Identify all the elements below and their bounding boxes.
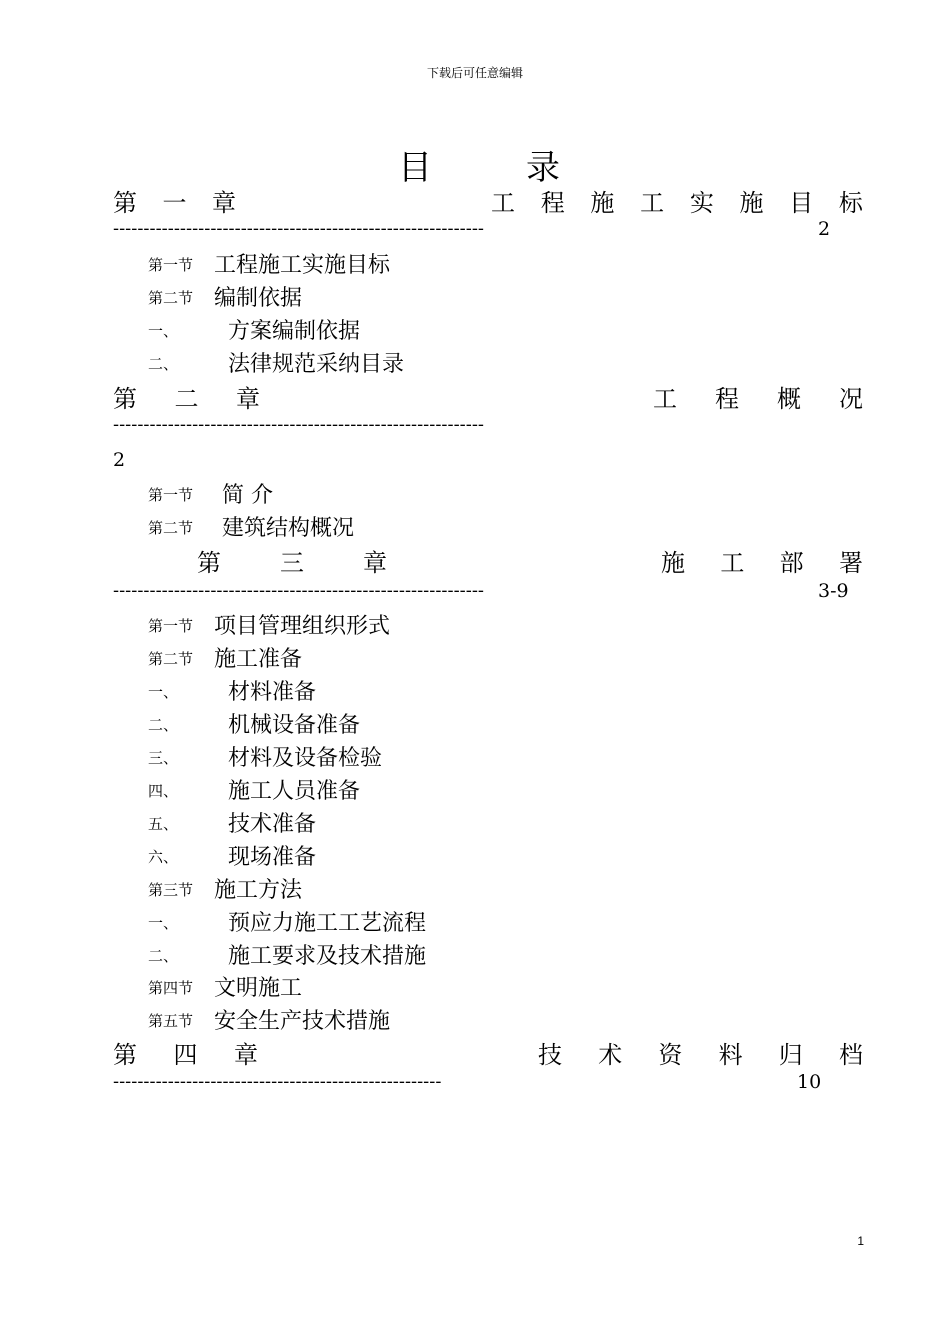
chapter-4-heading[interactable] [113,1035,863,1069]
chapter-3-title [661,543,863,578]
subsection-title[interactable]: 机械设备准备 [228,713,361,738]
chapter-4-page[interactable]: 10 [797,1071,822,1093]
section-title[interactable]: 文明施工 [214,976,303,1001]
section-title[interactable]: 编制依据 [214,286,303,311]
section-label: 第一节 [148,486,194,504]
chapter-title-char: 术 [598,1041,623,1069]
chapter-title-char: 概 [777,385,801,413]
chapter-4-title [538,1035,863,1070]
subsection-title[interactable]: 材料准备 [228,680,317,705]
subsection-label: 六、 [148,848,179,866]
chapter-label-char: 章 [234,1041,258,1069]
section-label: 第二节 [148,519,194,537]
subsection-label: 二、 [148,947,179,965]
chapter-2-heading[interactable] [113,379,863,413]
section-title[interactable]: 施工方法 [214,878,303,903]
section-title[interactable]: 建筑结构概况 [222,516,355,541]
page-header: 下载后可任意编辑 [426,66,523,80]
subsection-title[interactable]: 方案编制依据 [228,319,361,344]
chapter-title-char: 资 [658,1041,683,1069]
chapter-3-page[interactable]: 3-9 [818,580,849,602]
chapter-4-label [113,1035,258,1070]
subsection-label: 一、 [148,322,179,340]
section-label: 第三节 [148,881,194,899]
subsection-label: 二、 [148,355,179,373]
chapter-title-char: 实 [689,189,714,217]
chapter-3-label [197,543,387,578]
subsection-title[interactable]: 现场准备 [228,845,317,870]
subsection-title[interactable]: 施工要求及技术措施 [228,944,427,969]
chapter-1-title [491,183,863,218]
subsection-title[interactable]: 预应力施工工艺流程 [228,911,427,936]
chapter-3-heading[interactable] [113,543,863,577]
section-label: 第四节 [148,979,194,997]
chapter-2-title [653,379,863,414]
chapter-label-char: 第 [113,1041,137,1069]
section-label: 第二节 [148,650,194,668]
chapter-1-leader: ------------------------------------------------------------- [113,218,485,239]
chapter-label-char: 第 [113,189,137,217]
chapter-title-char: 施 [739,189,764,217]
subsection-label: 三、 [148,749,179,767]
subsection-label: 一、 [148,914,179,932]
toc-title-char-2: 录 [526,148,560,188]
chapter-label-char: 第 [197,549,221,577]
chapter-2-leader: ------------------------------------------------------------- [113,414,485,435]
chapter-3-leader: ------------------------------------------------------------- [113,580,485,601]
chapter-label-char: 三 [280,549,304,577]
section-title[interactable]: 工程施工实施目标 [214,253,391,278]
chapter-label-char: 第 [113,385,137,413]
chapter-label-char: 章 [363,549,387,577]
chapter-title-char: 程 [715,385,739,413]
chapter-label-char: 章 [212,189,236,217]
chapter-title-char: 施 [590,189,615,217]
chapter-2-label [113,379,260,414]
section-label: 第一节 [148,256,194,274]
chapter-title-char: 档 [838,1041,863,1069]
chapter-title-char: 工 [720,549,745,577]
subsection-label: 一、 [148,683,179,701]
chapter-title-char: 目 [789,189,814,217]
chapter-1-heading[interactable] [113,183,863,217]
chapter-1-label [113,183,236,218]
chapter-label-char: 四 [173,1041,198,1069]
chapter-title-char: 程 [540,189,565,217]
subsection-title[interactable]: 技术准备 [228,812,317,837]
chapter-2-page[interactable]: 2 [113,449,126,471]
section-label: 第一节 [148,617,194,635]
chapter-title-char: 施 [661,549,685,577]
section-title[interactable]: 安全生产技术措施 [214,1009,391,1034]
toc-title-char-1: 目 [398,148,432,188]
subsection-label: 五、 [148,815,179,833]
chapter-label-char: 一 [162,189,187,217]
footer-page-number: 1 [857,1234,864,1248]
subsection-label: 四、 [148,782,179,800]
section-label: 第二节 [148,289,194,307]
chapter-title-char: 技 [538,1041,562,1069]
section-title[interactable]: 项目管理组织形式 [214,614,391,639]
chapter-title-char: 归 [778,1041,803,1069]
chapter-label-char: 章 [236,385,260,413]
section-title[interactable]: 施工准备 [214,647,303,672]
chapter-title-char: 标 [838,189,863,217]
chapter-4-leader: ------------------------------------------------------ [113,1071,442,1092]
chapter-label-char: 二 [174,385,199,413]
subsection-title[interactable]: 施工人员准备 [228,779,361,804]
toc-title [398,140,560,189]
section-title[interactable]: 简 介 [222,483,273,508]
subsection-label: 二、 [148,716,179,734]
chapter-1-page[interactable]: 2 [818,218,831,240]
subsection-title[interactable]: 法律规范采纳目录 [228,352,405,377]
chapter-title-char: 料 [718,1041,743,1069]
chapter-title-char: 工 [491,189,515,217]
section-label: 第五节 [148,1012,194,1030]
chapter-title-char: 工 [640,189,665,217]
chapter-title-char: 部 [779,549,804,577]
subsection-title[interactable]: 材料及设备检验 [228,746,383,771]
chapter-title-char: 署 [838,549,863,577]
chapter-title-char: 工 [653,385,677,413]
chapter-title-char: 况 [839,385,863,413]
